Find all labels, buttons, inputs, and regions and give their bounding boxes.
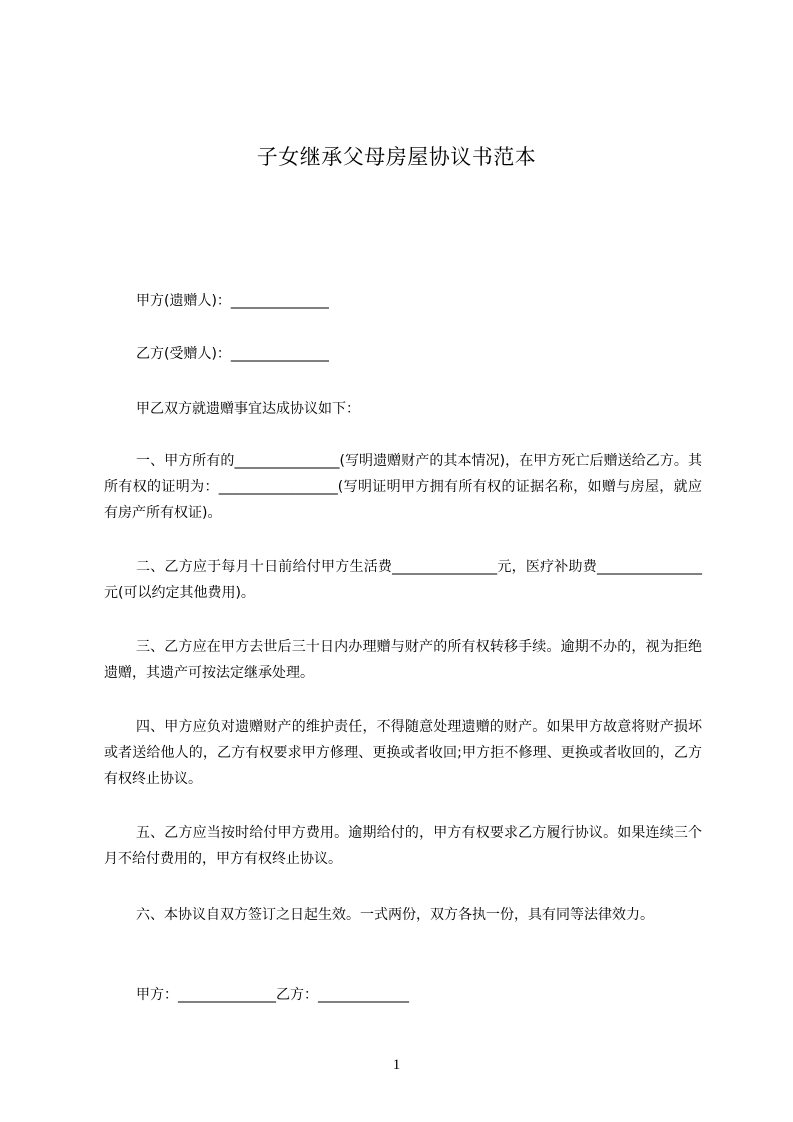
- clause-3: 三、乙方应在甲方去世后三十日内办理赠与财产的所有权转移手续。逾期不办的，视为拒绝遗赠，其遗产可按法定继承处理。: [104, 639, 702, 681]
- clause-5: 五、乙方应当按时给付甲方费用。逾期给付的，甲方有权要求乙方履行协议。如果连续三个月不给付费用的，甲方有权终止协议。: [104, 825, 702, 867]
- page-number: 1: [392, 1057, 401, 1073]
- clause-6: 六、本协议自双方签订之日起生效。一式两份，双方各执一份，具有同等法律效力。: [136, 907, 654, 923]
- clause-1: 一、甲方所有的_______________(写明遗赠财产的其本情况)，在甲方死亡后赠送给乙方。其所有权的证明为：_________________(写明证明甲方拥有所有权的证据名称，如赠与房屋，就应有房产所有权证)。: [104, 453, 702, 521]
- agreement-intro: 甲乙双方就遗赠事宜达成协议如下：: [136, 401, 360, 417]
- document-title: 子女继承父母房屋协议书范本: [256, 145, 537, 169]
- signature-line: 甲方：______________乙方：_____________: [136, 987, 409, 1003]
- party-a-line: 甲方(遗赠人)：______________: [136, 293, 329, 309]
- party-b-line: 乙方(受赠人)：______________: [136, 346, 329, 362]
- clause-4: 四、甲方应负对遗赠财产的维护责任，不得随意处理遗赠的财产。如果甲方故意将财产损坏或者送给他人的，乙方有权要求甲方修理、更换或者收回;甲方拒不修理、更换或者收回的，乙方有权终止协议。: [104, 719, 702, 787]
- clause-2: 二、乙方应于每月十日前给付甲方生活费_______________元，医疗补助费_______________元(可以约定其他费用)。: [104, 559, 702, 601]
